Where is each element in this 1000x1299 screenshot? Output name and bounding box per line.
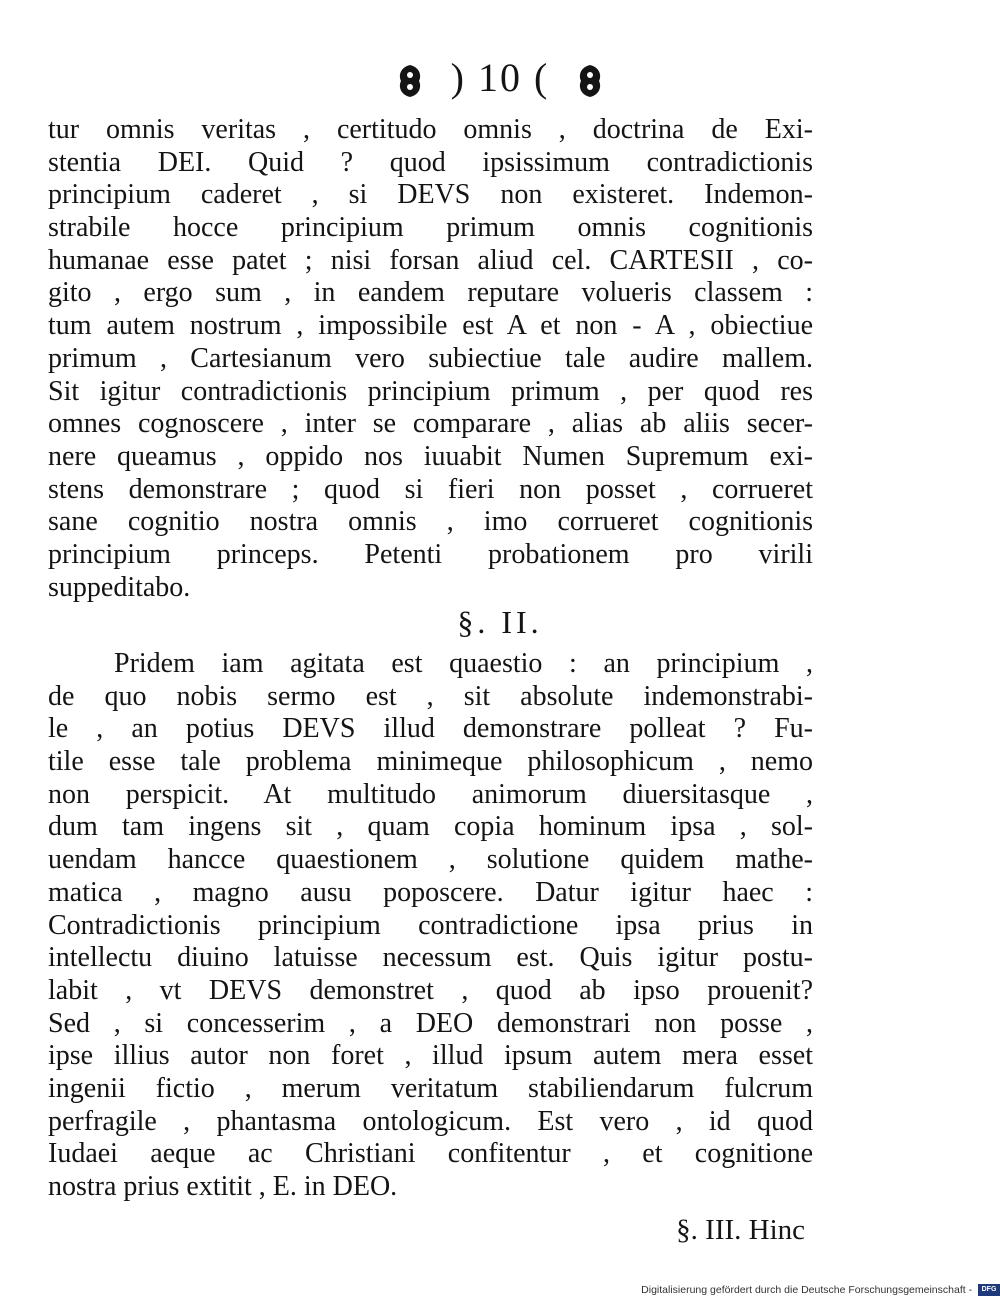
text-line: principium caderet , si DEVS non existeret. Indemon- — [48, 179, 813, 211]
dfg-logo: DFG — [978, 1284, 1000, 1296]
text-line: tile esse tale problema minimeque philosophicum , nemo — [48, 746, 813, 778]
text-line: tur omnis veritas , certitudo omnis , doctrina de Exi- — [48, 114, 813, 145]
footer-credit: Digitalisierung gefördert durch die Deutsche Forschungsgemeinschaft - — [641, 1284, 973, 1296]
digitization-footer — [560, 1282, 1000, 1299]
text-line: sane cognitio nostra omnis , imo corrueret cognitionis — [48, 506, 813, 538]
text-line: ingenii fictio , merum veritatum stabiliendarum fulcrum — [48, 1072, 813, 1104]
text-line: principium princeps. Petenti probationem pro virili — [48, 538, 813, 570]
text-line: stentia DEI. Quid ? quod ipsissimum contradictionis — [48, 146, 813, 178]
text-line: primum , Cartesianum vero subiectiue tale audire mallem. — [48, 342, 813, 374]
text-line: Sed , si concesserim , a DEO demonstrari non posse , — [48, 1007, 813, 1039]
text-line: le , an potius DEVS illud demonstrare polleat ? Fu- — [48, 713, 813, 745]
text-line: matica , magno ausu poposcere. Datur igitur haec : — [48, 876, 813, 908]
text-line: de quo nobis sermo est , sit absolute indemonstrabi- — [48, 680, 813, 712]
text-line: omnes cognoscere , inter se comparare , alias ab aliis secer- — [48, 408, 813, 440]
text-line: stens demonstrare ; quod si fieri non posset , corrueret — [48, 473, 813, 505]
text-line: Iudaei aeque ac Christiani confitentur , et cognitione — [48, 1138, 813, 1170]
page-number: ) 10 ( — [450, 54, 550, 100]
text-line: nere queamus , oppido nos iuuabit Numen Supremum exi- — [48, 440, 813, 472]
text-line: Sit igitur contradictionis principium primum , per quod res — [48, 375, 813, 407]
text-line: labit , vt DEVS demonstret , quod ab ipso prouenit? — [48, 974, 813, 1006]
text-line: suppeditabo. — [48, 571, 191, 603]
text-line: dum tam ingens sit , quam copia hominum ipsa , sol- — [48, 811, 813, 843]
text-line: tum autem nostrum , impossibile est A et non - A , obiectiue — [48, 310, 813, 342]
text-line: gito , ergo sum , in eandem reputare volueris classem : — [48, 277, 813, 309]
text-line: humanae esse patet ; nisi forsan aliud cel. CARTESII , co- — [48, 244, 813, 276]
section-ii-paragraph — [48, 648, 813, 1204]
continued-paragraph — [48, 114, 813, 604]
text-line: uendam hancce quaestionem , solutione quidem mathe- — [48, 844, 813, 876]
catchword: §. III. Hinc — [676, 1214, 805, 1246]
text-line: Contradictionis principium contradictione ipsa prius in — [48, 909, 813, 941]
section-heading: §. II. — [457, 604, 543, 640]
text-line: non perspicit. At multitudo animorum diuersitasque , — [48, 778, 813, 810]
text-line: ipse illius autor non foret , illud ipsum autem mera esset — [48, 1040, 813, 1072]
text-line: strabile hocce principium primum omnis cognitionis — [48, 212, 813, 244]
text-line: Pridem iam agitata est quaestio : an principium , — [114, 648, 813, 679]
text-line: nostra prius extitit , E. in DEO. — [48, 1171, 398, 1202]
running-head — [0, 48, 1000, 104]
fleuron-icon — [395, 60, 425, 96]
text-line: intellectu diuino latuisse necessum est. Quis igitur postu- — [48, 942, 813, 974]
text-line: perfragile , phantasma ontologicum. Est vero , id quod — [48, 1105, 813, 1137]
fleuron-icon — [575, 60, 605, 96]
